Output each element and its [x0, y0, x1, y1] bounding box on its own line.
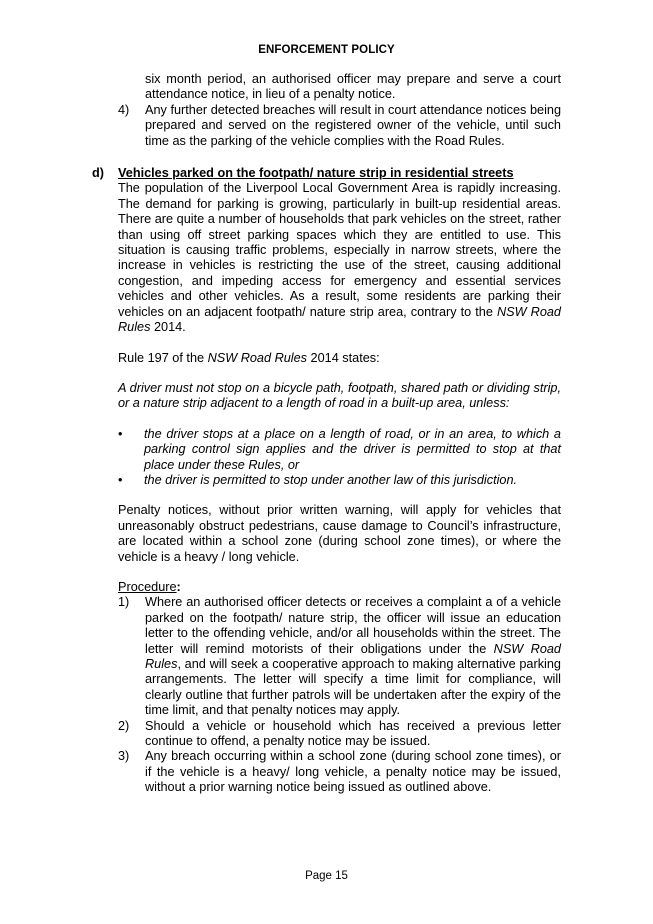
bullet-item	[118, 473, 561, 488]
procedure-heading: Procedure:	[118, 579, 181, 594]
rule-bullets	[118, 427, 561, 489]
page-number: Page 15	[305, 870, 348, 882]
list-text: six month period, an authorised officer may prepare and serve a court attendance notice, in lieu of a penalty notice.	[145, 72, 561, 102]
procedure-number: 1)	[118, 595, 130, 610]
penalty-paragraph: Penalty notices, without prior written warning, will apply for vehicles that unreasonably obstruct pedestrians, cause damage to Council’s infrastructure, are located within a school zone (during school zone times), or where the vehicle is a heavy / long vehicle.	[118, 503, 561, 564]
bullet-icon: •	[118, 426, 123, 441]
section-letter: d)	[92, 166, 104, 181]
procedure-number: 3)	[118, 749, 130, 764]
procedure-item	[118, 595, 561, 718]
list-number: 4)	[118, 102, 130, 117]
bullet-icon: •	[118, 472, 123, 487]
bullet-text: the driver is permitted to stop under another law of this jurisdiction.	[144, 472, 518, 487]
bullet-text: the driver stops at a place on a length of road, or in an area, to which a parking control sign applies and the driver is permitted to stop at that place under these Rules, or	[144, 426, 561, 472]
list-text: Any further detected breaches will result in court attendance notices being prepared and served on the registered owner of the vehicle, until such time as the parking of the vehicle complies with the Road Rules.	[145, 102, 561, 148]
page-content	[92, 72, 561, 796]
procedure-text: Any breach occurring within a school zone (during school zone times), or if the vehicle is a heavy/ long vehicle, a penalty notice may be issued, without a prior warning notice being issued as outlined above.	[145, 749, 561, 795]
list-item	[118, 103, 561, 149]
procedure-text: Where an authorised officer detects or receives a complaint a of a vehicle parked on the footpath/ nature strip, the officer will issue an education letter to the offending vehicle, and/or all households within the street. The letter will remind motorists of their obligations under the NSW Road Rules, and will seek a cooperative approach to making alternative parking arrangements. The letter will specify a time limit for compliance, will clearly outline that further patrols will be undertaken after the expiry of the time limit, and that penalty notices may apply.	[145, 595, 561, 718]
continued-list	[118, 72, 561, 149]
procedure-list	[118, 595, 561, 795]
list-number	[118, 72, 145, 103]
procedure-text: Should a vehicle or household which has received a previous letter continue to offend, a penalty notice may be issued.	[145, 718, 561, 749]
page-header: ENFORCEMENT POLICY	[258, 44, 395, 56]
procedure-item	[118, 719, 561, 750]
procedure-item	[118, 749, 561, 795]
rule-quote: A driver must not stop on a bicycle path, footpath, shared path or dividing strip, or a nature strip adjacent to a length of road in a built-up area, unless:	[118, 380, 561, 411]
rule-reference: Rule 197 of the NSW Road Rules 2014 states:	[118, 350, 380, 365]
section-intro: The population of the Liverpool Local Government Area is rapidly increasing. The demand for parking is growing, particularly in built-up residential areas. There are quite a number of households that park vehicles on the street, rather than using off street parking spaces which they are entitled to use. This situation is causing traffic problems, especially in narrow streets, where the increase in vehicles is restricting the use of the street, causing additional congestion, and impeding access for emergency and essential services vehicles and other vehicles. As a result, some residents are parking their vehicles on an adjacent footpath/ nature strip area, contrary to the NSW Road Rules 2014.	[118, 181, 561, 335]
section-title: Vehicles parked on the footpath/ nature strip in residential streets	[118, 166, 514, 181]
list-item	[118, 72, 561, 103]
bullet-item	[118, 427, 561, 473]
procedure-number: 2)	[118, 718, 130, 733]
section-d	[92, 166, 561, 796]
